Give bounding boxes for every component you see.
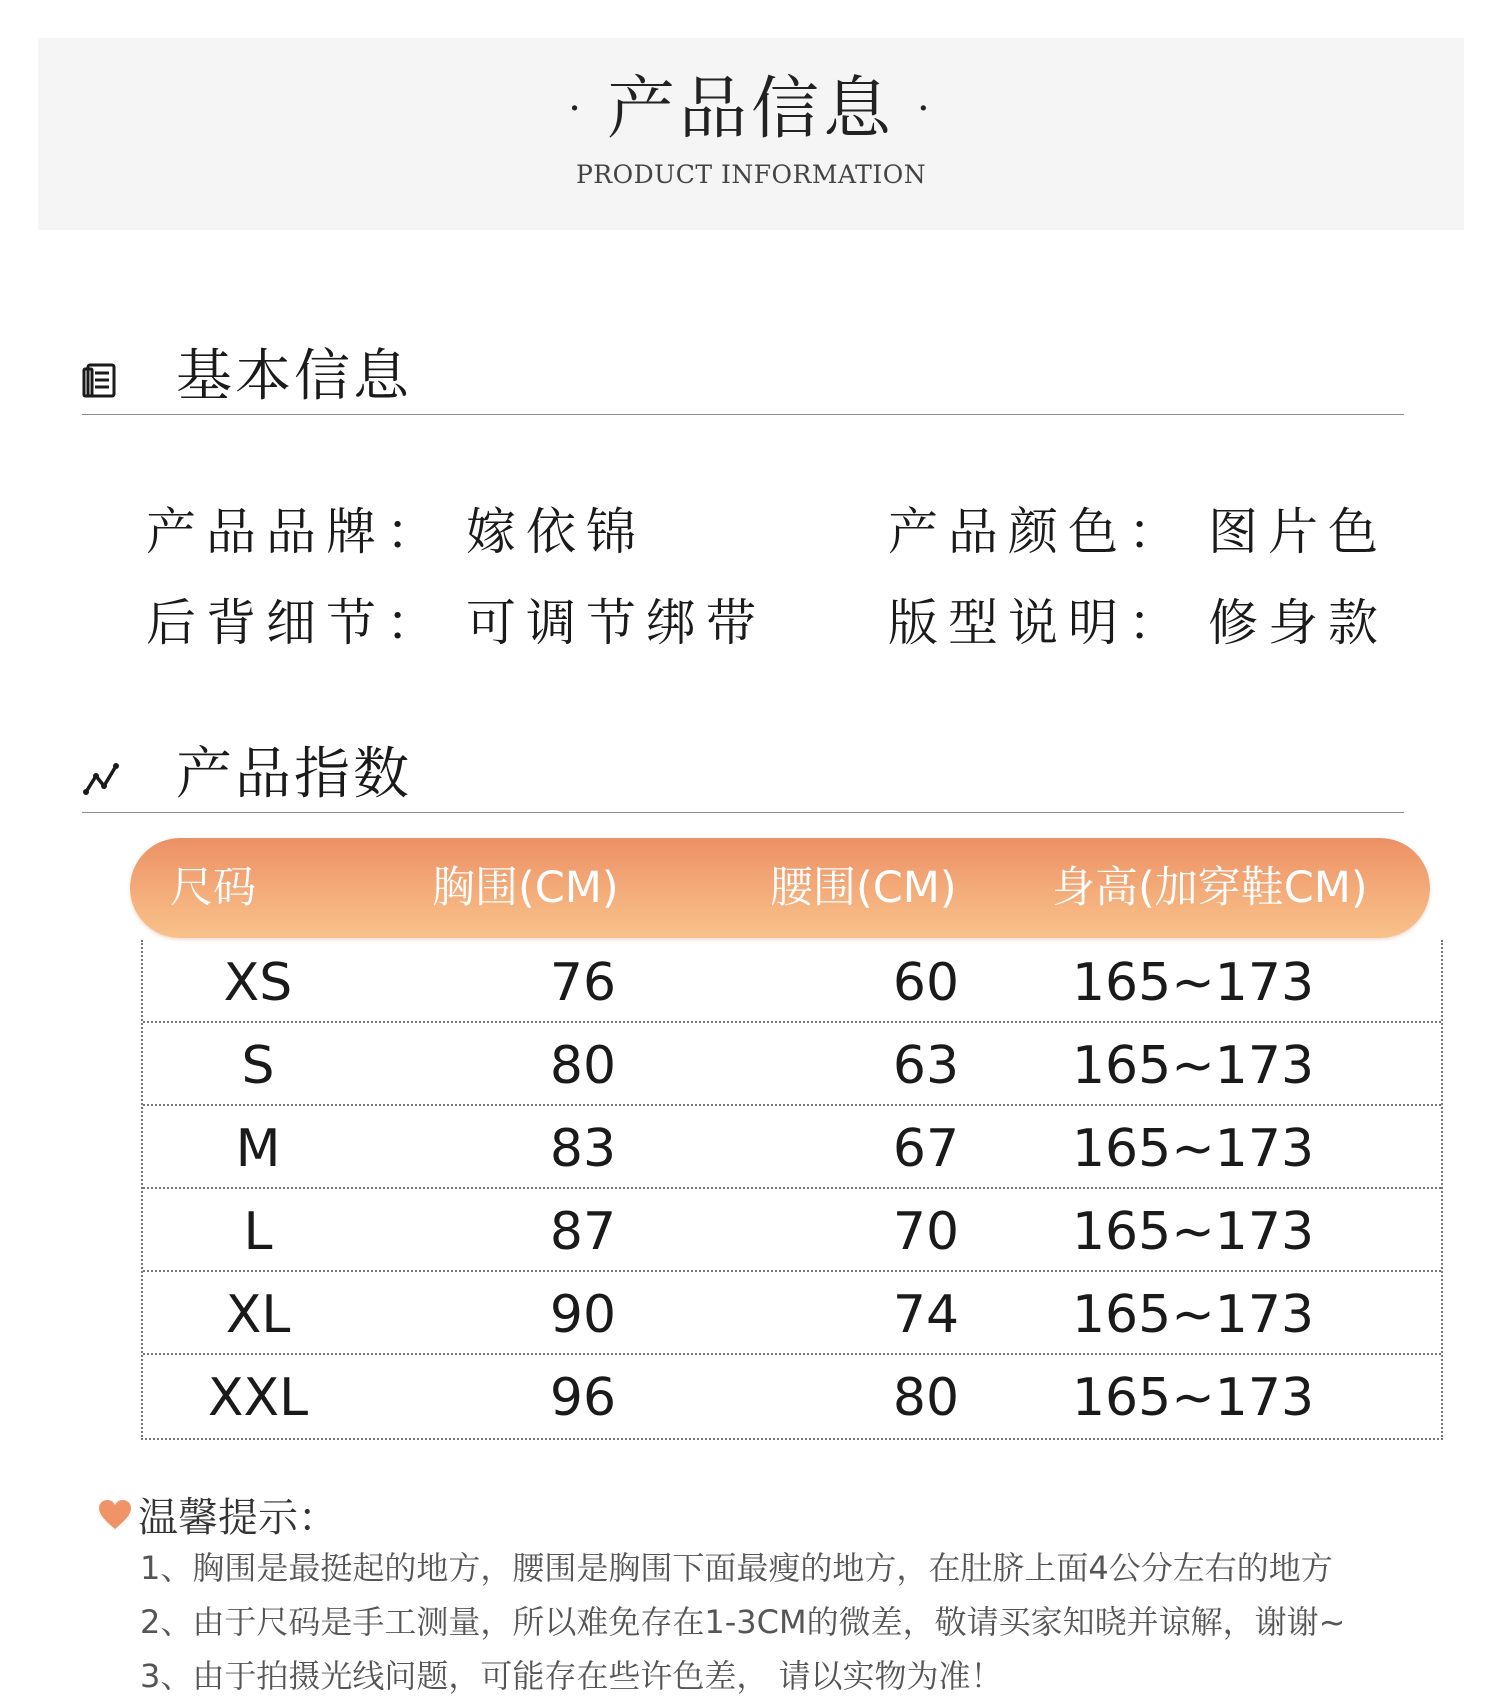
info-color-value: 图片色	[1208, 503, 1388, 561]
header-height: 身高(加穿鞋CM)	[1052, 863, 1368, 913]
table-row	[143, 1189, 1441, 1272]
section-product-index-title: 产品指数	[176, 742, 412, 807]
info-brand-key: 产品品牌：	[146, 503, 446, 561]
tip-line: 1、胸围是最挺起的地方，腰围是胸围下面最瘦的地方，在肚脐上面4公分左右的地方	[140, 1549, 1333, 1587]
cell-size: S	[241, 1036, 275, 1096]
cell-height: 165~173	[1071, 1285, 1315, 1345]
cell-size: M	[235, 1119, 281, 1179]
banner-dot-right: ·	[917, 85, 934, 132]
cell-waist: 70	[892, 1202, 960, 1262]
tips-header	[98, 1490, 338, 1546]
info-back-value: 可调节绑带	[466, 594, 766, 652]
cell-height: 165~173	[1071, 1368, 1315, 1428]
info-back-key: 后背细节：	[146, 594, 446, 652]
info-brand-value: 嫁依锦	[466, 503, 646, 561]
section-basic-info-title: 基本信息	[176, 344, 412, 409]
cell-height: 165~173	[1071, 953, 1315, 1013]
tip-line: 3、由于拍摄光线问题，可能存在些许色差， 请以实物为准！	[140, 1657, 1003, 1695]
document-list-icon	[82, 360, 122, 400]
cell-waist: 63	[892, 1036, 960, 1096]
tips-title: 温馨提示：	[138, 1495, 338, 1541]
cell-bust: 96	[549, 1368, 617, 1428]
info-fit-key: 版型说明：	[888, 594, 1188, 652]
info-back-detail	[146, 591, 766, 655]
trend-line-icon	[82, 758, 122, 798]
info-brand	[146, 500, 646, 564]
cell-bust: 80	[549, 1036, 617, 1096]
size-table-header	[130, 838, 1430, 938]
cell-size: XL	[225, 1285, 291, 1345]
banner-title-text: 产品信息	[606, 70, 895, 149]
table-row	[143, 1355, 1441, 1438]
tip-line: 2、由于尺码是手工测量，所以难免存在1-3CM的微差，敬请买家知晓并谅解，谢谢~	[140, 1603, 1346, 1641]
info-color	[888, 500, 1388, 564]
table-row	[143, 940, 1441, 1023]
banner-title	[38, 68, 1464, 157]
header-waist: 腰围(CM)	[770, 863, 957, 913]
banner-dot-left: ·	[568, 85, 585, 132]
cell-bust: 87	[549, 1202, 617, 1262]
cell-height: 165~173	[1071, 1036, 1315, 1096]
banner-subtitle: PRODUCT INFORMATION	[575, 160, 927, 189]
info-color-key: 产品颜色：	[888, 503, 1188, 561]
section-basic-info-header	[82, 334, 1404, 415]
cell-waist: 80	[892, 1368, 960, 1428]
cell-bust: 83	[549, 1119, 617, 1179]
info-fit-value: 修身款	[1208, 594, 1388, 652]
cell-waist: 67	[892, 1119, 960, 1179]
cell-waist: 60	[892, 953, 960, 1013]
cell-height: 165~173	[1071, 1202, 1315, 1262]
table-row	[143, 1106, 1441, 1189]
cell-waist: 74	[892, 1285, 960, 1345]
size-table-body	[141, 940, 1443, 1440]
cell-bust: 76	[549, 953, 617, 1013]
product-info-banner	[38, 38, 1464, 230]
table-row	[143, 1023, 1441, 1106]
table-row	[143, 1272, 1441, 1355]
section-product-index-header	[82, 732, 1404, 813]
info-fit	[888, 591, 1388, 655]
heart-icon	[98, 1498, 132, 1532]
cell-height: 165~173	[1071, 1119, 1315, 1179]
cell-bust: 90	[549, 1285, 617, 1345]
header-size: 尺码	[170, 863, 256, 913]
cell-size: XXL	[207, 1368, 309, 1428]
header-bust: 胸围(CM)	[432, 863, 619, 913]
cell-size: L	[243, 1202, 273, 1262]
cell-size: XS	[223, 953, 293, 1013]
